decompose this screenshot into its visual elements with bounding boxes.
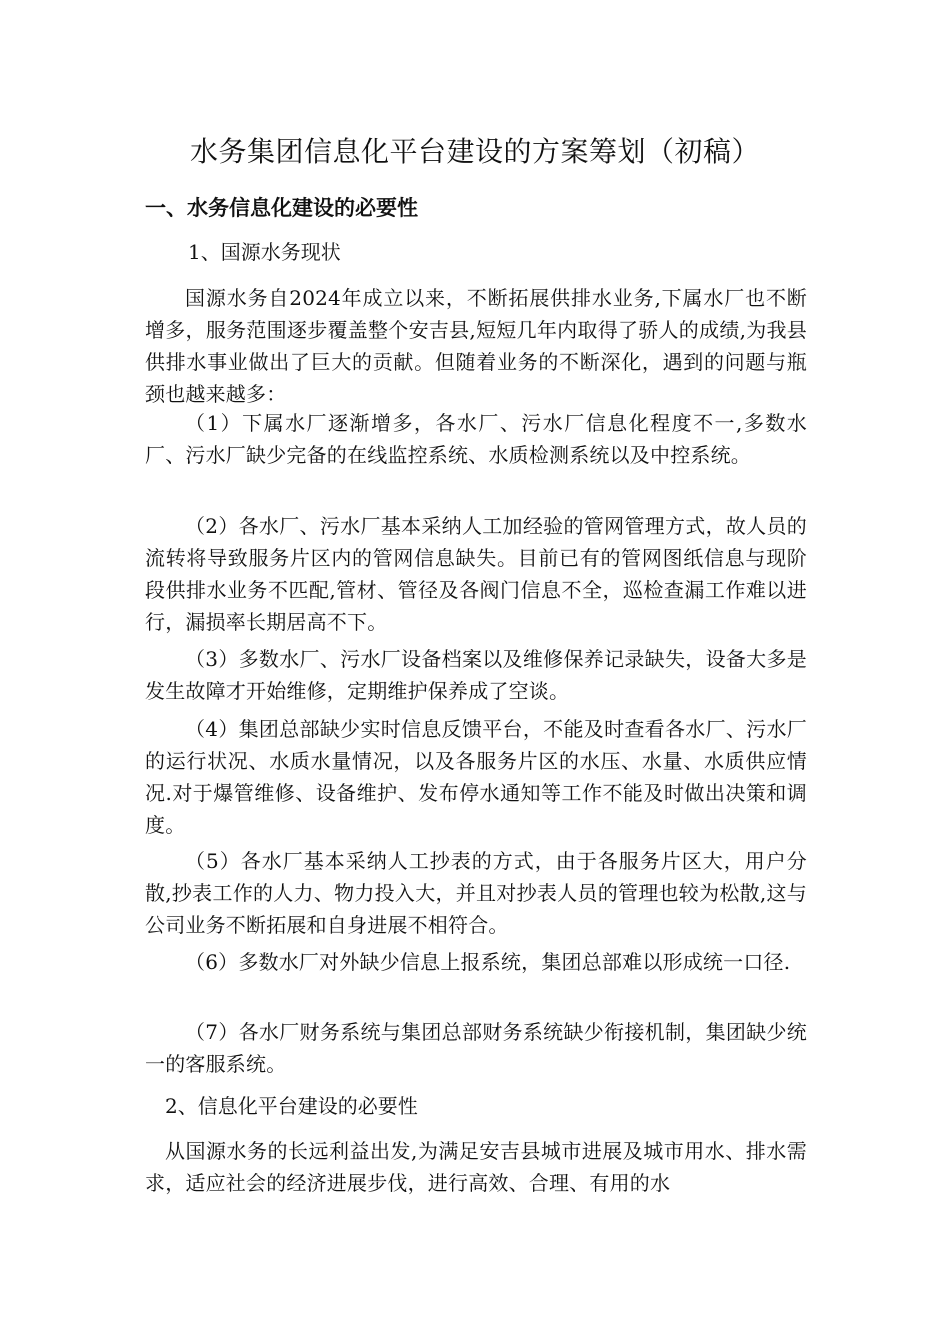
- list-item-6: （6）多数水厂对外缺少信息上报系统，集团总部难以形成统一口径.: [185, 950, 791, 974]
- subsection-heading-1: 1、国源水务现状: [188, 240, 341, 264]
- list-item-2: （2）各水厂、污水厂基本采纳人工加经验的管网管理方式，故人员的流转将导致服务片区内的管网信息缺失。目前已有的管网图纸信息与现阶段供排水业务不匹配,管材、管径及各阀门信息不全，巡检查漏工作难以进行，漏损率长期居高不下。: [145, 514, 807, 634]
- document-title: 水务集团信息化平台建设的方案筹划（初稿）: [189, 135, 760, 168]
- section-heading: 一、水务信息化建设的必要性: [145, 196, 418, 220]
- list-item-7: （7）各水厂财务系统与集团总部财务系统缺少衔接机制，集团缺少统一的客服系统。: [145, 1020, 807, 1076]
- closing-paragraph: 从国源水务的长远利益出发,为满足安吉县城市进展及城市用水、排水需求，适应社会的经济进展步伐，进行高效、合理、有用的水: [145, 1139, 807, 1195]
- intro-paragraph: 国源水务自2024年成立以来，不断拓展供排水业务,下属水厂也不断增多，服务范围逐步覆盖整个安吉县,短短几年内取得了骄人的成绩,为我县供排水事业做出了巨大的贡献。但随着业务的不断深化，遇到的问题与瓶颈也越来越多：: [145, 286, 807, 406]
- list-item-4: （4）集团总部缺少实时信息反馈平台，不能及时查看各水厂、污水厂的运行状况、水质水量情况，以及各服务片区的水压、水量、水质供应情况.对于爆管维修、设备维护、发布停水通知等工作不能及时做出决策和调度。: [145, 717, 807, 837]
- list-item-5: （5）各水厂基本采纳人工抄表的方式，由于各服务片区大，用户分散,抄表工作的人力、物力投入大，并且对抄表人员的管理也较为松散,这与公司业务不断拓展和自身进展不相符合。: [145, 849, 807, 937]
- subsection-heading-2: 2、信息化平台建设的必要性: [165, 1094, 418, 1118]
- list-item-3: （3）多数水厂、污水厂设备档案以及维修保养记录缺失，设备大多是发生故障才开始维修，定期维护保养成了空谈。: [145, 647, 807, 703]
- list-item-1: （1）下属水厂逐渐增多，各水厂、污水厂信息化程度不一,多数水厂、污水厂缺少完备的在线监控系统、水质检测系统以及中控系统。: [145, 411, 807, 467]
